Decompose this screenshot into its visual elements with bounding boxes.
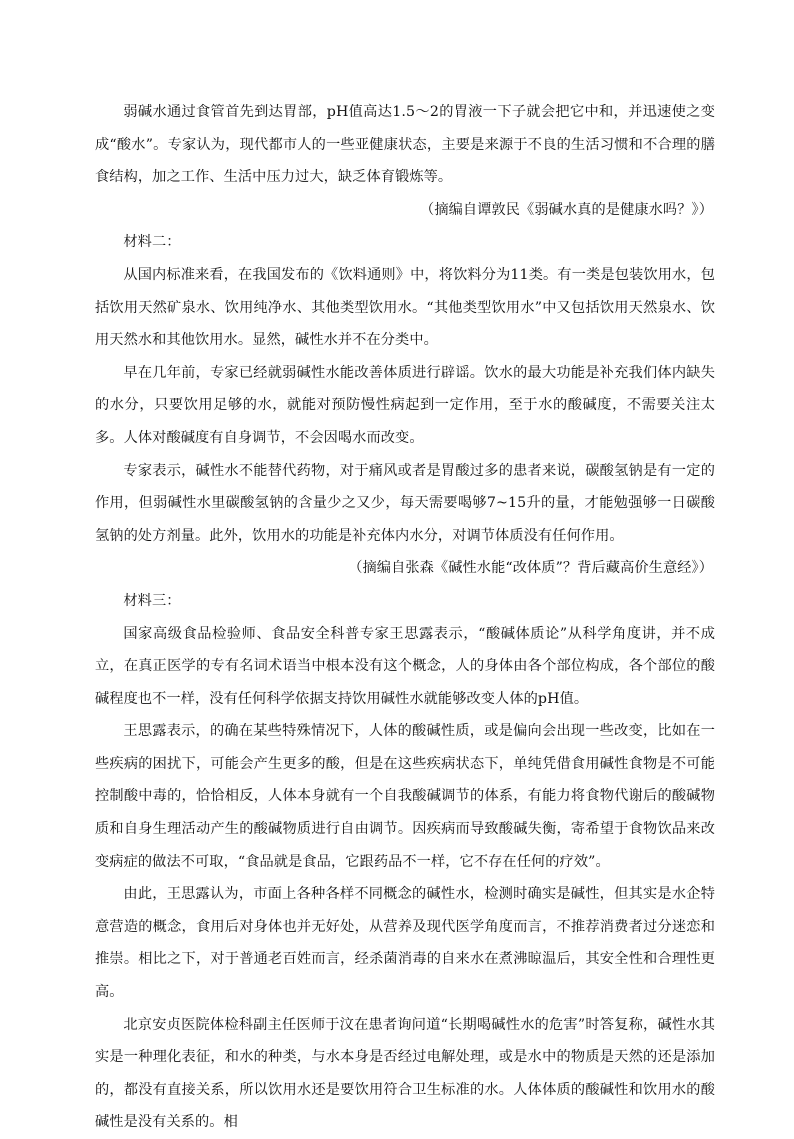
paragraph: 从国内标准来看，在我国发布的《饮料通则》中，将饮料分为11类。有一类是包装饮用水，包括饮用天然矿泉水、饮用纯净水、其他类型饮用水。“其他类型饮用水”中又包括饮用天然泉水、饮用天然水和其他饮用水。显然，碱性水并不在分类中。 (95, 266, 715, 349)
paragraph: 专家表示，碱性水不能替代药物，对于痛风或者是胃酸过多的患者来说，碳酸氢钠是有一定的作用，但弱碱性水里碳酸氢钠的含量少之又少，每天需要喝够7~15升的量，才能勉强够一日碳酸氢钠的处方剂量。此外，饮用水的功能是补充体内水分，对调节体质没有任何作用。 (95, 462, 715, 544)
document-body (95, 96, 715, 1139)
paragraph: 早在几年前，专家已经就弱碱性水能改善体质进行辟谣。饮水的最大功能是补充我们体内缺失的水分，只要饮用足够的水，就能对预防慢性病起到一定作用，至于水的酸碱度，不需要关注太多。人体对酸碱度有自身调节，不会因喝水而改变。 (95, 364, 715, 446)
paragraph: 国家高级食品检验师、食品安全科普专家王思露表示，“酸碱体质论”从科学角度讲，并不成立，在真正医学的专有名词术语当中根本没有这个概念，人的身体由各个部位构成，各个部位的酸碱程度也不一样，没有任何科学依据支持饮用碱性水就能够改变人体的pH值。 (95, 625, 715, 707)
paragraph: 弱碱水通过食管首先到达胃部，pH值高达1.5～2的胃液一下子就会把它中和，并迅速使之变成“酸水”。专家认为，现代都市人的一些亚健康状态，主要是来源于不良的生活习惯和不合理的膳食结构，加之工作、生活中压力过大，缺乏体育锻炼等。 (95, 104, 715, 186)
paragraph: 王思露表示，的确在某些特殊情况下，人体的酸碱性质，或是偏向会出现一些改变，比如在一些疾病的困扰下，可能会产生更多的酸，但是在这些疾病状态下，单纯凭借食用碱性食物是不可能控制酸中毒的，恰恰相反，人体本身就有一个自我酸碱调节的体系，有能力将食物代谢后的酸碱物质和自身生理活动产生的酸碱物质进行自由调节。因疾病而导致酸碱失衡，寄希望于食物饮品来改变病症的做法不可取，“食品就是食品，它跟药品不一样，它不存在任何的疗效”。 (95, 723, 715, 870)
paragraph: 由此，王思露认为，市面上各种各样不同概念的碱性水，检测时确实是碱性，但其实是水企特意营造的概念，食用后对身体也并无好处，从营养及现代医学角度而言，不推荐消费者过分迷恋和推崇。相比之下，对于普通老百姓而言，经杀菌消毒的自来水在煮沸晾温后，其安全性和合理性更高。 (95, 886, 715, 1001)
source-citation: （摘编自谭敦民《弱碱水真的是健康水吗？》） (420, 201, 713, 218)
section-heading: 材料三： (123, 592, 181, 609)
section-heading: 材料二： (123, 234, 181, 251)
paragraph: 北京安贞医院体检科副主任医师于汶在患者询问道“长期喝碱性水的危害”时答复称，碱性水其实是一种理化表征，和水的种类，与水本身是否经过电解处理，或是水中的物质是天然的还是添加的，都没有直接关系，所以饮用水还是要饮用符合卫生标准的水。人体体质的酸碱性和饮用水的酸碱性是没有关系的。相 (95, 1016, 715, 1131)
source-citation: （摘编自张森《碱性水能“改体质”？背后藏高价生意经》） (348, 560, 713, 577)
